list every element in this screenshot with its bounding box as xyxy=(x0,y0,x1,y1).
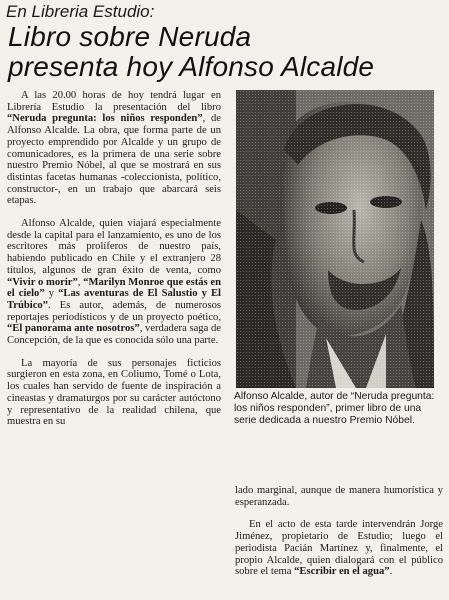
paragraph-text: . xyxy=(389,566,393,578)
book-title-salustio: “Las aventuras de El Salustio y El Trúbico” xyxy=(7,288,221,311)
headline-line-1: Libro sobre Neruda xyxy=(8,21,252,52)
book-title-marilyn: “Marilyn Monroe que estás en el cielo” xyxy=(7,276,222,300)
paragraph-text: La mayoría de sus personajes ficticios surgieron en esta zona, en Coliumo, Tomé o Lota, los cuales han servido de fuente de inspiración a cineastas y dramaturgos por su carácter autóctono y representativo de la realidad chilena, que muestra en su xyxy=(7,357,221,428)
photo-caption: Alfonso Alcalde, autor de “Neruda pregunta: los niños responden”, primer libro de una serie dedicada a nuestro Premio Nóbel. xyxy=(234,391,435,427)
paragraph-text: y xyxy=(44,288,59,300)
paragraph-text: A las 20.00 horas de hoy tendrá lugar en Librería Estudio la presentación del libro xyxy=(7,90,221,113)
paragraph-text: lado marginal, aunque de manera humorística y esperanzada. xyxy=(235,485,443,508)
paragraph-3 xyxy=(7,358,221,428)
paragraph-text: . Es autor, además, de numerosos reportajes periodísticos y de un proyecto poético, xyxy=(7,299,221,323)
article-kicker: En Libreria Estudio: xyxy=(6,2,155,21)
left-column xyxy=(7,90,221,428)
book-title-vivir-o-morir: “Vivir o morir” xyxy=(7,276,78,288)
author-portrait-image xyxy=(236,90,434,388)
paragraph-5 xyxy=(235,519,443,578)
paragraph-4 xyxy=(235,485,443,508)
paragraph-text: , de Alfonso Alcalde. La obra, que forma parte de un proyecto emprendido por Alcalde y un grupo de comunicadores, es la primera de una serie sobre nuestro Premio Nóbel, al que se mostrará en sus distintas facetas humanas -coleccionista, político, constructor-, en un trabajo que abarcará seis etapas. xyxy=(7,113,221,207)
paragraph-text: En el acto de esta tarde intervendrán Jorge Jiménez, propietario de Estudio; luego el periodista Pacián Martínez y, finalmente, el propio Alcalde, quien dialogará con el público sobre el tema xyxy=(235,519,443,578)
headline-line-2: presenta hoy Alfonso Alcalde xyxy=(8,51,375,82)
paragraph-text: , xyxy=(77,276,84,288)
author-photo xyxy=(236,90,434,388)
paragraph-text: Alfonso Alcalde, quien viajará especialmente desde la capital para el lanzamiento, es uno de los escritores más prolíferos de nuestro país, habiendo publicado en Chile y el extranjero 28 títulos, algunos de gran éxito de venta, como xyxy=(7,218,221,276)
paragraph-1 xyxy=(7,90,221,207)
talk-topic: “Escribir en el agua” xyxy=(294,566,390,578)
paragraph-2 xyxy=(7,218,221,347)
paragraph-text: , verdadera saga de Concepción, de la que es conocida sólo una parte. xyxy=(7,323,222,347)
right-column xyxy=(235,485,443,578)
book-title-panorama: “El panorama ante nosotros” xyxy=(7,323,140,335)
book-title-neruda: “Neruda pregunta: los niños responden” xyxy=(7,113,203,125)
